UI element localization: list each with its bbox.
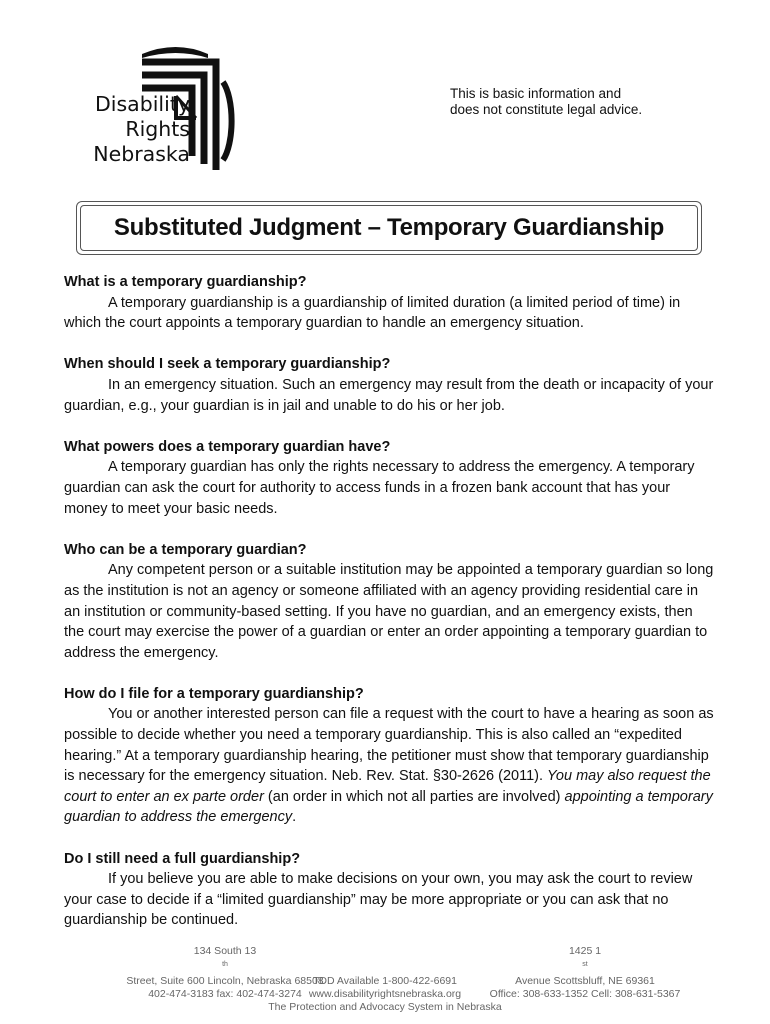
logo-line-1: Disability (95, 92, 190, 116)
answer-text: You or another interested person can file a request with the court to have a hearing as soon as possible to decide whether you need a temporary guardianship. This is also called an “expedited hearing.” At a temporary guardianship hearing, the petitioner must show that temporary guardianship is necessary for the emergency situation. Neb. Rev. Stat. §30-2626 (2011). (64, 706, 714, 785)
footer-sup: th (222, 961, 228, 968)
answer-italic-text: appointing a temporary guardian to address the emergency (64, 788, 713, 826)
section-how-file (64, 684, 714, 828)
section-who (64, 540, 714, 664)
footer-scottsbluff-phone: Office: 308-633-1352 Cell: 308-631-5367 (489, 987, 681, 1000)
question-heading: What powers does a temporary guardian have? (64, 438, 391, 455)
footer-lincoln-phone: 402-474-3183 fax: 402-474-3274 (148, 987, 302, 1000)
disclaimer-line-1: This is basic information and (450, 86, 622, 101)
page-title: Substituted Judgment – Temporary Guardianship (113, 214, 665, 241)
disclaimer (450, 86, 642, 118)
footer-text: Street, Suite 600 Lincoln, Nebraska 68508 (126, 974, 324, 987)
footer-tdd: TDD Available 1-800-422-6691 (313, 975, 457, 987)
footer-text: Avenue Scottsbluff, NE 69361 (515, 974, 655, 987)
footer-text: 134 South 13 (193, 945, 257, 957)
answer-paragraph: A temporary guardianship is a guardianship of limited duration (a limited period of time) in which the court appoints a temporary guardian to handle an emergency situation. (64, 294, 681, 332)
answer-paragraph: Any competent person or a suitable institution may be appointed a temporary guardian so long as the institution is not an agency or someone affiliated with an agency providing residential care in an institution or community-based setting. If you have no guardian, and an emergency exists, then the court may exercise the power of a guardian or enter an order appointing a temporary guardian to address the emergency. (64, 562, 714, 661)
question-heading: Do I still need a full guardianship? (64, 850, 301, 867)
footer-tagline: The Protection and Advocacy System in Nebraska (268, 1001, 502, 1013)
footer-sup: st (582, 961, 588, 968)
document-body (64, 272, 714, 952)
answer-paragraph: A temporary guardian has only the rights necessary to address the emergency. A temporary guardian can ask the court for authority to access funds in a frozen bank account that has your money to meet your basic needs. (64, 459, 695, 517)
answer-text: (an order in which not all parties are involved) (263, 788, 565, 805)
answer-paragraph (64, 704, 714, 828)
logo-line-2: Rights (125, 117, 190, 141)
logo-line-3: Nebraska (93, 142, 190, 166)
answer-paragraph: If you believe you are able to make decisions on your own, you may ask the court to review your case to decide if a “limited guardianship” may be more appropriate or you can ask that no guardianship be continued. (64, 871, 693, 929)
footer-website: www.disabilityrightsnebraska.org (308, 988, 462, 1000)
question-heading: What is a temporary guardianship? (64, 274, 307, 290)
answer-italic-text: You may also request the court to enter an ex parte order (64, 768, 711, 805)
question-heading: Who can be a temporary guardian? (64, 541, 307, 558)
question-heading: How do I file for a temporary guardianship? (64, 685, 364, 702)
logo-text (58, 92, 190, 167)
section-when (64, 354, 714, 416)
section-full-guardianship (64, 849, 714, 931)
section-powers (64, 437, 714, 519)
answer-paragraph: In an emergency situation. Such an emergency may result from the death or incapacity of your guardian, e.g., your guardian is in jail and unable to do his or her job. (64, 376, 714, 414)
answer-text: . (292, 809, 297, 826)
title-box (76, 201, 702, 255)
footer-text: 1425 1 (568, 945, 602, 957)
question-heading: When should I seek a temporary guardianship? (64, 356, 391, 373)
disclaimer-line-2: does not constitute legal advice. (450, 102, 643, 117)
section-what-is (64, 272, 714, 334)
footer-center (0, 975, 770, 1014)
logo (58, 44, 248, 170)
